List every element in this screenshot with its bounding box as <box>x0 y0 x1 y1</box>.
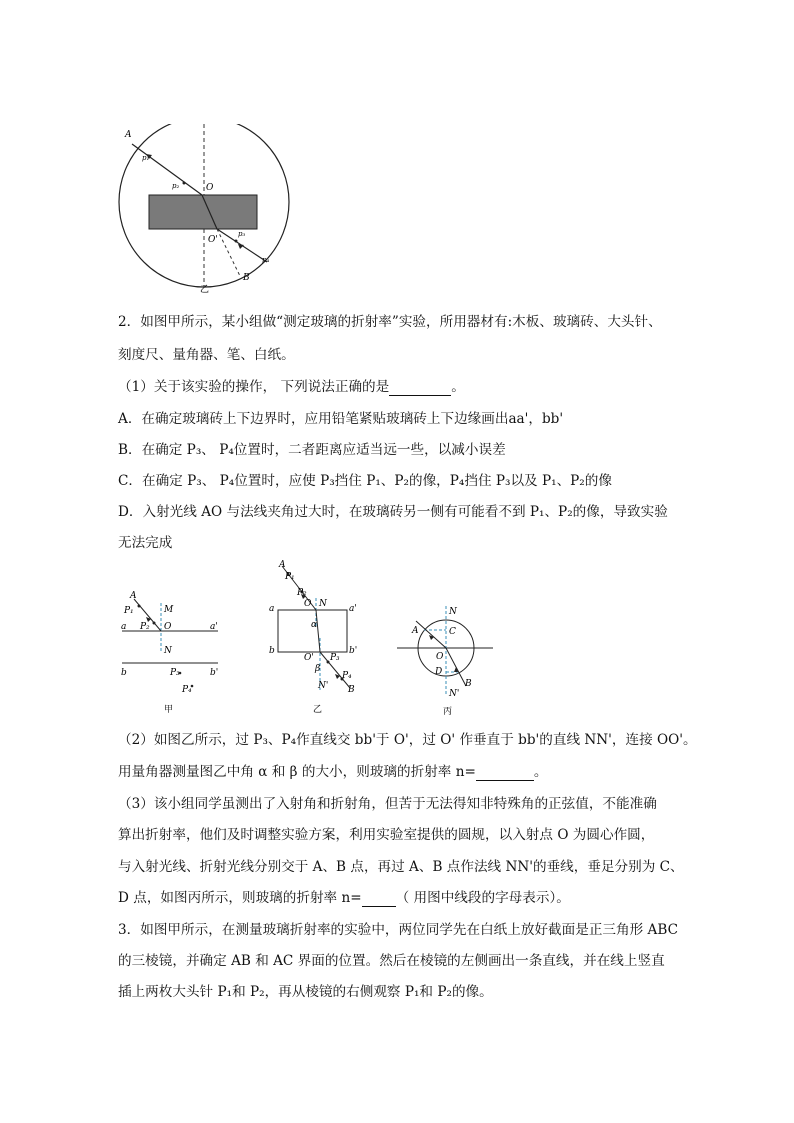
q2-part2-line2 <box>118 760 547 781</box>
label-P2-jia: P₂ <box>140 622 150 632</box>
option-d-line2: 无法完成 <box>118 535 173 551</box>
label-P1-yi: P₁ <box>285 572 295 582</box>
label-A-jia: A <box>130 591 137 601</box>
label-a-yi: a <box>269 604 275 614</box>
label-B-bing: B <box>465 679 472 689</box>
pin-P2-jia <box>153 622 156 625</box>
label-P3-jia: P₃ <box>170 668 180 678</box>
label-B-yi: B <box>348 685 355 695</box>
pin-P1-jia <box>138 605 141 608</box>
label-beta-yi: β <box>315 664 321 674</box>
option-b: B．在确定 P₃、 P₄位置时，二者距离应适当远一些，以减小误差 <box>118 442 506 458</box>
label-P2-yi: P₂ <box>297 588 307 598</box>
q2-intro-line1: 2．如图甲所示，某小组做“测定玻璃的折射率”实验，所用器材有:木板、玻璃砖、大头针、 <box>118 314 662 330</box>
glass-block <box>149 195 257 229</box>
label-a-prime-jia: a' <box>210 622 218 632</box>
figure-jia <box>118 585 228 715</box>
label-C-bing: C <box>449 627 456 637</box>
label-p3: p₃ <box>238 230 246 238</box>
label-b-jia: b <box>121 668 127 678</box>
option-d-line1: D．入射光线 AO 与法线夹角过大时，在玻璃砖另一侧有可能看不到 P₁、P₂的像，导致实验 <box>118 504 668 520</box>
label-P4-yi: P₄ <box>342 671 352 681</box>
label-N-bing: N <box>449 607 457 617</box>
label-O-yi: O <box>304 599 312 609</box>
label-N-prime-bing: N' <box>449 689 460 699</box>
q2-part1-question <box>118 375 465 396</box>
label-O-prime-yi: O' <box>304 653 314 663</box>
label-b-yi: b <box>269 646 275 656</box>
q2-part3-line3: 与入射光线、折射光线分别交于 A、B 点，再过 A、B 点作法线 NN'的垂线，垂足分别为 C、 <box>118 859 684 875</box>
caption-yi-top: 乙 <box>200 285 210 294</box>
q2-part2-suffix: 。 <box>533 764 548 780</box>
label-b-prime-jia: b' <box>210 668 219 678</box>
label-O-prime: O' <box>208 235 218 245</box>
label-O: O <box>206 183 214 193</box>
label-b-prime-yi: b' <box>349 646 358 656</box>
q2-part1-prefix: （1）关于该实验的操作， 下列说法正确的是 <box>118 379 390 395</box>
label-a-prime-yi: a' <box>349 604 357 614</box>
pin-p2 <box>183 182 186 185</box>
incident-ray <box>132 144 202 195</box>
label-P1-jia: P₁ <box>124 606 134 616</box>
caption-jia: 甲 <box>164 705 174 715</box>
glass-path-yi <box>316 610 320 652</box>
q2-part3-line4 <box>118 886 570 907</box>
label-p4: p₄ <box>262 256 270 264</box>
label-P4-jia: P₄ <box>182 685 192 695</box>
label-M-jia: M <box>164 605 174 615</box>
q2-part1-blank[interactable] <box>389 379 451 396</box>
q2-part2-blank[interactable] <box>476 764 534 781</box>
option-c: C．在确定 P₃、 P₄位置时，应使 P₃挡住 P₁、P₂的像，P₄挡住 P₃以及 P₁、P₂的像 <box>118 473 612 489</box>
label-P3-yi: P₃ <box>330 653 340 663</box>
q2-part2-prefix: 用量角器测量图乙中角 α 和 β 的大小，则玻璃的折射率 n= <box>118 764 476 780</box>
pin-p3 <box>235 240 238 243</box>
label-N-prime-yi: N' <box>318 681 329 691</box>
label-A-bing: A <box>412 626 419 636</box>
label-p2: p₂ <box>172 182 180 190</box>
q2-part3-line2: 算出折射率，他们及时调整实验方案，利用实验室提供的圆规，以入射点 O 为圆心作圆， <box>118 827 655 843</box>
label-A: A <box>125 130 132 140</box>
label-O-bing: O <box>436 652 444 662</box>
q2-part1-suffix: 。 <box>451 379 465 395</box>
arrow-bing-in <box>429 635 434 640</box>
caption-bing: 丙 <box>443 707 453 717</box>
label-alpha-yi: α <box>311 620 318 630</box>
top-figure-circle-diagram <box>112 124 296 294</box>
label-D-bing: D <box>435 667 443 677</box>
q2-part3-line1: （3）该小组同学虽测出了入射角和折射角，但苦于无法得知非特殊角的正弦值，不能准确 <box>118 796 657 812</box>
label-a-jia: a <box>121 622 127 632</box>
caption-yi: 乙 <box>313 705 323 715</box>
q2-part2-line1: （2）如图乙所示，过 P₃、P₄作直线交 bb'于 O'，过 O' 作垂直于 bb'的直线 NN'，连接 OO'。 <box>118 732 697 748</box>
q2-part3-blank[interactable] <box>362 890 396 907</box>
q2-part3-suffix: （ 用图中线段的字母表示）。 <box>395 890 570 906</box>
q2-intro-line2: 刻度尺、量角器、笔、白纸。 <box>118 347 295 363</box>
q3-line2: 的三棱镜，并确定 AB 和 AC 界面的位置。然后在棱镜的左侧画出一条直线，并在线上竖直 <box>118 953 665 969</box>
option-a: A．在确定玻璃砖上下边界时，应用铅笔紧贴玻璃砖上下边缘画出aa'，bb' <box>118 411 564 427</box>
glass-rect-yi <box>278 610 347 652</box>
label-N-yi: N <box>319 599 327 609</box>
figure-bing <box>393 596 503 718</box>
q3-line1: 3．如图甲所示，在测量玻璃折射率的实验中，两位同学先在白纸上放好截面是正三角形 ABC <box>118 922 678 938</box>
label-O-jia: O <box>164 622 172 632</box>
figure-yi <box>262 558 372 716</box>
q3-line3: 插上两枚大头针 P₁和 P₂，再从棱镜的右侧观察 P₁和 P₂的像。 <box>118 984 493 1000</box>
label-p1: p₁ <box>142 154 150 162</box>
incident-ray-bing <box>416 621 446 648</box>
label-A-yi: A <box>279 560 286 570</box>
label-N-jia: N <box>164 646 172 656</box>
q2-part3-prefix: D 点，如图丙所示，则玻璃的折射率 n= <box>118 890 362 906</box>
label-B: B <box>243 273 250 283</box>
